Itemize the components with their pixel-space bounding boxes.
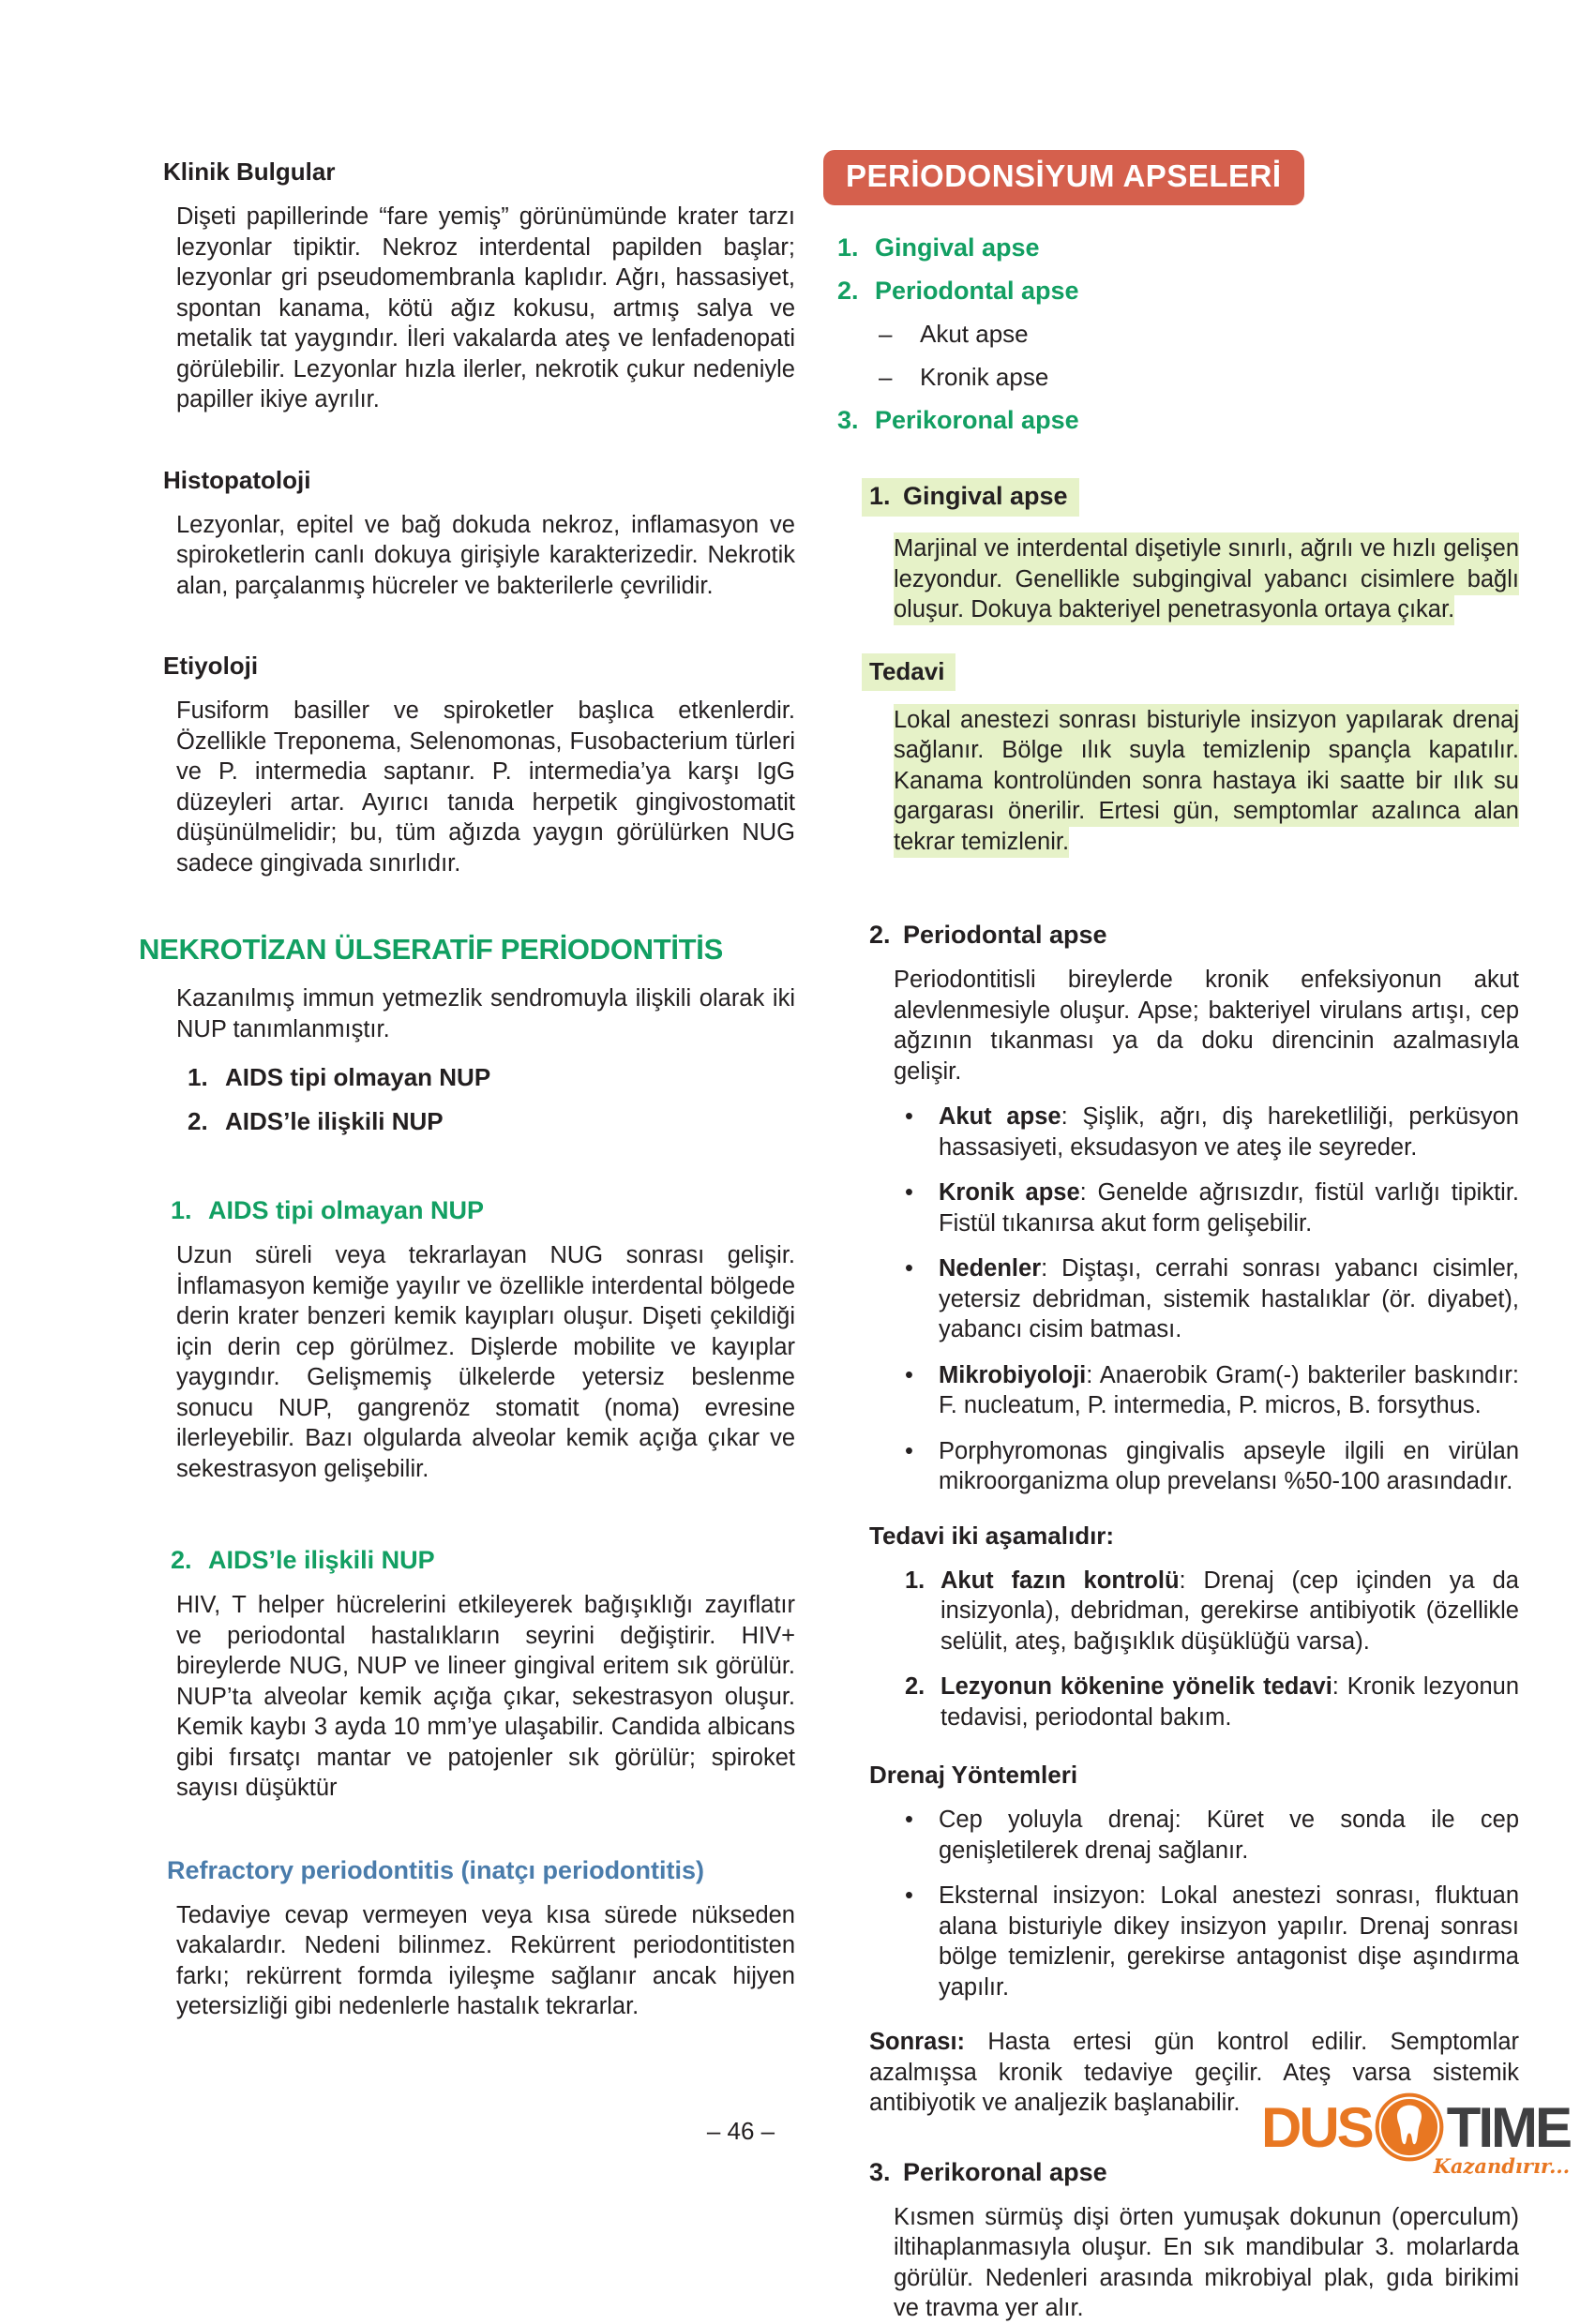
sonrasi-lead: Sonrası: xyxy=(869,2029,966,2055)
aidsle-iliskili-nup-paragraph: HIV, T helper hücrelerini etkileyerek bağışıklığı zayıflatır ve periodontal hastalıkların seyrini değiştirir. HIV+ bireylerde NUG, NUP ve lineer gingival eritem sık görülür. NUP’ta alveolar kemik açığa çıkar, sekestrasyon oluşur. Kemik kaybı 3 ayda 10 mm’ye ulaşabilir. Candida albicans gibi fırsatçı mantar ve patojenler sık görülür; spiroket sayısı düşüktür xyxy=(176,1592,795,1801)
list-item-number: 1. xyxy=(188,1063,208,1091)
apse-overview-list xyxy=(837,233,1519,435)
bullet-item xyxy=(905,1102,1519,1162)
aids-tipi-olmayan-nup-heading xyxy=(171,1196,795,1225)
step-lead: Lezyonun kökenine yönelik tedavi xyxy=(940,1673,1332,1700)
step-body: : Kronik lezyonun tedavisi, periodontal bakım. xyxy=(940,1673,1520,1731)
list-subitem xyxy=(879,363,1519,392)
bullet-text xyxy=(939,1102,1519,1162)
dash-marker: – xyxy=(879,320,893,348)
bullet-icon: • xyxy=(905,1255,913,1282)
tedavi-iki-asamalidir-heading: Tedavi iki aşamalıdır: xyxy=(869,1521,1115,1550)
nup-type-list xyxy=(188,1063,795,1136)
bullet-icon: • xyxy=(905,1179,913,1206)
step-item xyxy=(905,1566,1519,1657)
heading-number: 3. xyxy=(869,2157,891,2186)
bullet-item xyxy=(905,1436,1519,1497)
histopatoloji-heading: Histopatoloji xyxy=(163,465,311,494)
list-item xyxy=(837,277,1519,306)
list-subitem xyxy=(879,320,1519,349)
heading-number: 1. xyxy=(171,1196,192,1224)
heading-number: 2. xyxy=(171,1546,192,1574)
bullet-icon: • xyxy=(905,1882,913,1909)
heading-label: AIDS tipi olmayan NUP xyxy=(208,1196,485,1224)
step-text xyxy=(940,1672,1519,1732)
list-subitem-label: Akut apse xyxy=(920,320,1029,348)
bullet-item xyxy=(905,1253,1519,1345)
bullet-icon: • xyxy=(905,1807,913,1833)
list-item xyxy=(837,406,1519,435)
etiyoloji-paragraph: Fusiform basiller ve spiroketler başlıca etkenlerdir. Özellikle Treponema, Selenomonas, Fusobacterium türleri ve P. intermedia saptanır. P. intermedia’ya karşı IgG düzeyleri artar. Ayırıcı tanıda herpetik gingivostomatit düşünülmelidir; bu, tüm ağızda yaygın görülürken NUG sadece gingivada sınırlıdır. xyxy=(176,697,795,877)
gingival-apse-paragraph xyxy=(894,533,1519,625)
list-item-label: AIDS tipi olmayan NUP xyxy=(225,1063,491,1091)
step-number: 1. xyxy=(905,1567,925,1594)
heading-label: AIDS’le ilişkili NUP xyxy=(208,1546,435,1574)
treatment-steps-list xyxy=(849,1566,1519,1733)
highlighted-text: Lokal anestezi sonrası bisturiyle insizyon yapılarak drenaj sağlanır. Bölge ılık suyla temizlenip spançla kapatılır. Kanama kontrolünden sonra hastaya iki saatte bir ılık su gargarası önerilir. Ertesi gün, semptomlar azalınca alan tekrar temizlenir. xyxy=(894,704,1519,858)
nekrotizan-ulseratif-periodontitis-heading: NEKROTİZAN ÜLSERATİF PERİODONTİTİS xyxy=(139,933,723,966)
bullet-text xyxy=(939,1253,1519,1345)
klinik-bulgular-paragraph: Dişeti papillerinde “fare yemiş” görünümünde krater tarzı lezyonlar tipiktir. Nekroz interdental papilden başlar; lezyonlar gri pseudomembranla kaplıdır. Ağrı, hassasiyet, spontan kanama, kötü ağız kokusu, artmış salya ve metalik tat yaygındır. İleri vakalarda ateş ve lenfadenopati görülebilir. Lezyonlar hızla ilerler, nekrotik çukur nedeniyle papiller ikiye ayrılır. xyxy=(176,203,795,412)
heading-label: Gingival apse xyxy=(903,482,1068,510)
sonrasi-body: Hasta ertesi gün kontrol edilir. Semptomlar azalmışsa kronik tedaviye geçilir. Ateş varsa sistemik antibiyotik ve analjezik başlanabilir. xyxy=(869,2029,1519,2116)
list-item xyxy=(188,1107,795,1136)
bullet-lead: Nedenler xyxy=(939,1255,1042,1282)
bullet-body: Porphyromonas gingivalis apseyle ilgili en virülan mikroorganizma olup prevelansı %50-100 arasındadır. xyxy=(939,1437,1519,1494)
list-subitem-label: Kronik apse xyxy=(920,363,1049,391)
list-item-number: 3. xyxy=(837,406,859,434)
tedavi-heading xyxy=(869,657,1519,686)
bullet-body: : Anaerobik Gram(-) bakteriler baskındır: F. nucleatum, P. intermedia, P. micros, B. forsythus. xyxy=(939,1361,1519,1418)
bullet-item xyxy=(905,1177,1519,1238)
bullet-item xyxy=(905,1881,1519,2002)
perikoronal-apse-paragraph: Kısmen sürmüş dişi örten yumuşak dokunun (operculum) iltihaplanmasıyla oluşur. En sık mandibular 3. molarlarda görülür. Nedenleri arasında mikrobiyal plak, gıda birikimi ve travma yer alır. xyxy=(894,2203,1519,2321)
heading-number: 2. xyxy=(869,921,891,949)
logo-text-time: TIME xyxy=(1446,2095,1571,2159)
bullet-body: : Diştaşı, cerrahi sonrası yabancı cisimler, yetersiz debridman, sistemik hastalıklar (ör. diyabet), yabancı cisim batması. xyxy=(939,1255,1519,1342)
step-item xyxy=(905,1672,1519,1732)
list-item-number: 2. xyxy=(837,277,859,305)
aids-tipi-olmayan-nup-paragraph: Uzun süreli veya tekrarlayan NUG sonrası gelişir. İnflamasyon kemiğe yayılır ve özellikle interdental bölgede derin krater benzeri kemik kayıpları oluşur. Dişeti çekildiği için derin cep görülmez. Dişlerde mobilite ve kayıplar yaygındır. Gelişmemiş ülkelerde yetersiz beslenme sonucu NUP, gangrenöz stomatit (noma) evresine ilerleyebilir. Bazı olgularda alveolar kemik açığa çıkar ve sekestrasyon gelişebilir. xyxy=(176,1242,795,1482)
nup-intro-paragraph: Kazanılmış immun yetmezlik sendromuyla ilişkili olarak iki NUP tanımlanmıştır. xyxy=(176,985,795,1042)
bullet-icon: • xyxy=(905,1361,913,1388)
bullet-item xyxy=(905,1805,1519,1866)
list-item-number: 1. xyxy=(837,233,859,262)
left-column xyxy=(139,157,795,2022)
tedavi-paragraph xyxy=(894,705,1519,858)
bullet-text xyxy=(939,1177,1519,1238)
periodontal-bullet-list xyxy=(849,1102,1519,1497)
list-item xyxy=(188,1063,795,1092)
heading-label: Perikoronal apse xyxy=(903,2157,1107,2186)
list-item xyxy=(837,233,1519,262)
bullet-icon: • xyxy=(905,1103,913,1130)
page-number: – 46 – xyxy=(706,2117,775,2145)
logo-tagline: Kazandırır... xyxy=(1433,2154,1571,2178)
histopatoloji-paragraph: Lezyonlar, epitel ve bağ dokuda nekroz, inflamasyon ve spiroketlerin canlı dokuya girişiyle karakterizedir. Nekrotik alan, parçalanmış hücreler ve bakterilerle çevrilidir. xyxy=(176,511,795,599)
highlighted-text: Marjinal ve interdental dişetiyle sınırlı, ağrılı ve hızlı gelişen lezyondur. Genellikle subgingival yabancı cisimlere bağlı oluşur. Dokuya bakteriyel penetrasyonla ortaya çıkar. xyxy=(894,532,1519,625)
dash-marker: – xyxy=(879,363,893,391)
bullet-text xyxy=(939,1360,1519,1421)
tooth-icon xyxy=(1373,2091,1446,2164)
highlighted-heading: Tedavi xyxy=(862,653,955,691)
bullet-lead: Kronik apse xyxy=(939,1179,1080,1206)
logo-row xyxy=(1261,2091,1570,2164)
list-item-label: Periodontal apse xyxy=(875,277,1079,305)
list-item-label: AIDS’le ilişkili NUP xyxy=(225,1107,444,1135)
logo-text-dus: DUS xyxy=(1261,2095,1372,2159)
bullet-lead: Akut apse xyxy=(939,1103,1061,1130)
bullet-body: : Genelde ağrısızdır, fistül varlığı tipiktir. Fistül tıkanırsa akut form gelişebilir. xyxy=(939,1179,1519,1237)
drenaj-yontemleri-heading: Drenaj Yöntemleri xyxy=(869,1761,1078,1789)
refractory-periodontitis-paragraph: Tedaviye cevap vermeyen veya kısa sürede nükseden vakalardır. Nedeni bilinmez. Rekürrent periodontitisten farkı; rekürrent formda iyileşme sağlanır ancak hijyen yetersizliği gibi nedenlerle hastalık tekrarlar. xyxy=(176,1901,795,2019)
bullet-body: : Şişlik, ağrı, diş hareketliliği, perküsyon hassasiyeti, eksudasyon ve ateş ile seyreder. xyxy=(939,1103,1519,1161)
step-lead: Akut fazın kontrolü xyxy=(940,1567,1180,1594)
drenaj-bullet-list xyxy=(849,1805,1519,2002)
step-body: : Drenaj (cep içinden ya da insizyonla), debridman, gerekirse antibiyotik (özellikle selülit, ateş, bağışıklık düşüklüğü varsa). xyxy=(940,1567,1519,1655)
dustime-logo xyxy=(1261,2091,1570,2178)
periodonsiyum-apseleri-banner: PERİODONSİYUM APSELERİ xyxy=(823,150,1304,205)
bullet-lead: Mikrobiyoloji xyxy=(939,1361,1087,1388)
step-number: 2. xyxy=(905,1673,925,1700)
etiyoloji-heading: Etiyoloji xyxy=(163,652,259,680)
refractory-periodontitis-heading: Refractory periodontitis (inatçı periodontitis) xyxy=(167,1855,705,1884)
right-column xyxy=(837,150,1520,2324)
bullet-text xyxy=(939,1436,1519,1497)
heading-label: Periodontal apse xyxy=(903,921,1107,949)
bullet-item xyxy=(905,1360,1519,1421)
bullet-icon: • xyxy=(905,1437,913,1464)
list-item-label: Gingival apse xyxy=(875,233,1040,262)
list-item-number: 2. xyxy=(188,1107,208,1135)
step-text xyxy=(940,1566,1519,1657)
bullet-text: Cep yoluyla drenaj: Küret ve sonda ile cep genişletilerek drenaj sağlanır. xyxy=(939,1807,1519,1864)
klinik-bulgular-heading: Klinik Bulgular xyxy=(163,157,336,186)
highlighted-heading xyxy=(862,478,1079,517)
bullet-text: Eksternal insizyon: Lokal anestezi sonrası, fluktuan alana bisturiyle dikey insizyon yapılır. Drenaj sonrası bölge temizlenir, gerekirse antagonist dişe aşındırma yapılır. xyxy=(939,1882,1519,2001)
gingival-apse-heading xyxy=(869,478,1519,517)
heading-number: 1. xyxy=(869,482,891,510)
list-item-label: Perikoronal apse xyxy=(875,406,1079,434)
periodontal-apse-paragraph: Periodontitisli bireylerde kronik enfeksiyonun akut alevlenmesiyle oluşur. Apse; bakteriyel virulans artışı, cep ağzının tıkanması ya da doku direncinin azalmasıyla gelişir. xyxy=(894,967,1519,1085)
periodontal-apse-heading xyxy=(869,921,1519,950)
aidsle-iliskili-nup-heading xyxy=(171,1546,795,1575)
